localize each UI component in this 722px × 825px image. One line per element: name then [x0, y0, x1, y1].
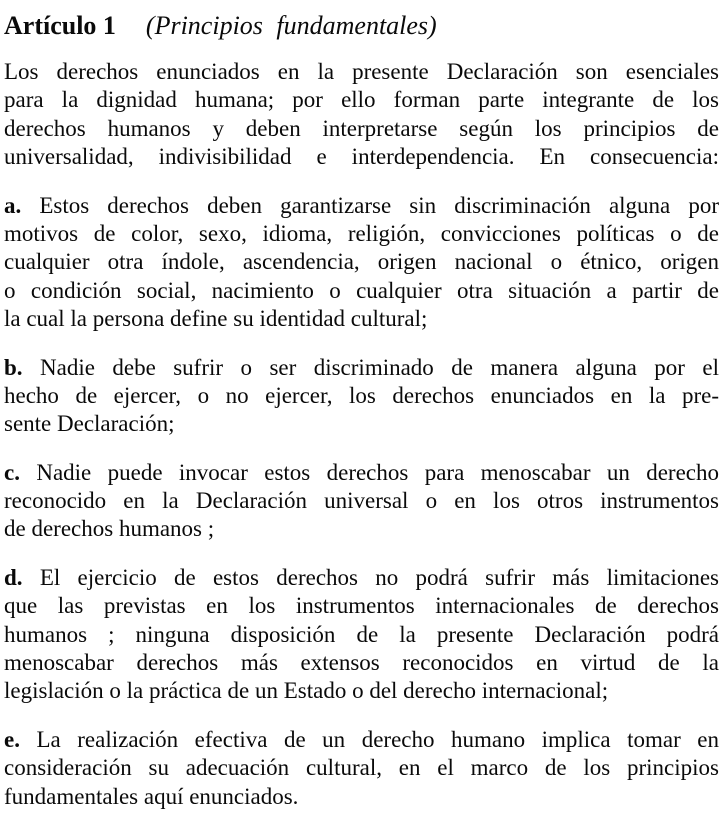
text-line: consideración su adecuación cultural, en el marco de los principios: [4, 755, 719, 781]
clause-d: [4, 564, 719, 706]
text-line: Los derechos enunciados en la presente Declaración son esenciales: [4, 59, 719, 84]
text-line: universalidad, indivisibilidad e interdependencia. En consecuencia:: [4, 144, 719, 170]
text-line: humanos ; ninguna disposición de la presente Declaración podrá: [4, 621, 719, 647]
text-line: [4, 192, 719, 220]
text-line: hecho de ejercer, o no ejercer, los derechos enunciados en la pre-: [4, 382, 719, 408]
text-line: [4, 564, 719, 592]
clause-text: Nadie debe sufrir o ser discriminado de manera alguna por el: [40, 354, 719, 380]
text-line: la cual la persona define su identidad cultural;: [4, 306, 428, 332]
text-line: derechos humanos y deben interpretarse según los principios de: [4, 115, 719, 141]
text-line: sente Declaración;: [4, 411, 175, 437]
text-line: legislación o la práctica de un Estado o del derecho internacional;: [4, 678, 609, 704]
text-line: reconocido en la Declaración universal o en los otros instrumentos: [4, 488, 719, 514]
text-line: de derechos humanos ;: [4, 516, 215, 542]
text-line: o condición social, nacimiento o cualquier otra situación a partir de: [4, 277, 719, 303]
clause-text: Nadie puede invocar estos derechos para menoscabar un derecho: [36, 459, 719, 485]
clause-text: El ejercicio de estos derechos no podrá sufrir más limitaciones: [39, 564, 719, 590]
text-line: [4, 354, 719, 382]
text-line: menoscabar derechos más extensos reconocidos en virtud de la: [4, 650, 719, 676]
article-subtitle: (Principios fundamentales): [145, 11, 437, 40]
clause-e: [4, 726, 719, 811]
text-line: motivos de color, sexo, idioma, religión, convicciones políticas o de: [4, 220, 719, 246]
text-line: fundamentales aquí enunciados.: [4, 783, 299, 809]
article-title: [4, 10, 719, 42]
clause-label: e.: [4, 726, 20, 752]
article-number: Artículo 1: [4, 11, 116, 40]
text-line: para la dignidad humana; por ello forman parte integrante de los: [4, 87, 719, 113]
text-line: que las previstas en los instrumentos internacionales de derechos: [4, 593, 719, 619]
text-line: [4, 726, 719, 754]
clause-a: [4, 192, 719, 334]
intro-paragraph: [4, 58, 719, 172]
clause-b: [4, 354, 719, 439]
text-line: [4, 459, 719, 487]
clause-label: c.: [4, 459, 20, 485]
text-line: cualquier otra índole, ascendencia, origen nacional o étnico, origen: [4, 249, 719, 275]
clause-label: d.: [4, 564, 23, 590]
clause-text: Estos derechos deben garantizarse sin discriminación alguna por: [39, 192, 719, 218]
clause-label: b.: [4, 354, 23, 380]
clause-label: a.: [4, 192, 22, 218]
clause-text: La realización efectiva de un derecho humano implica tomar en: [36, 726, 719, 752]
clause-c: [4, 459, 719, 544]
